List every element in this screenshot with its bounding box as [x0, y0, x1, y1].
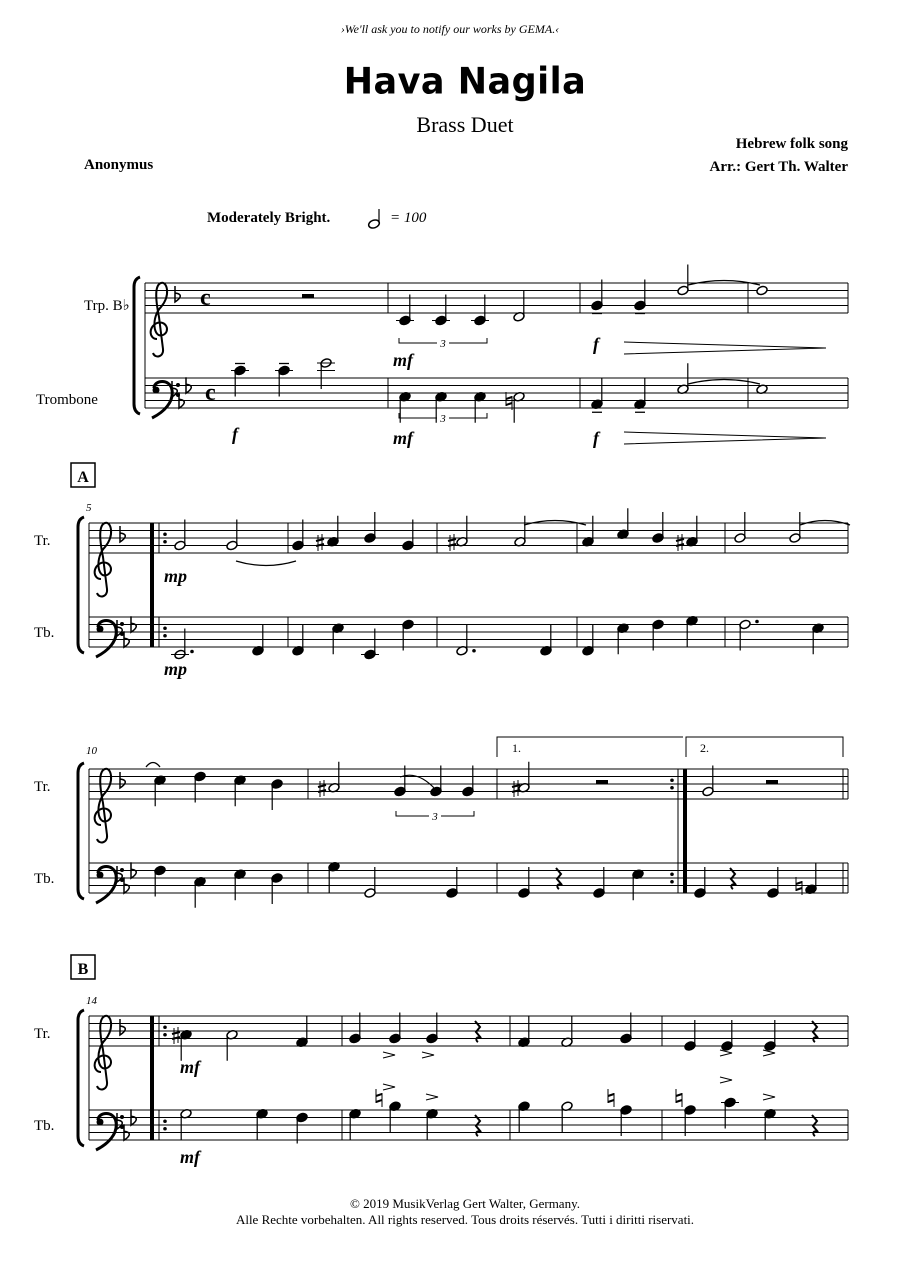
sharp-icon — [676, 534, 684, 551]
rights-line: Alle Rechte vorbehalten. All rights reserved. Tous droits réservés. Tutti i diritti riservati. — [235, 1212, 695, 1227]
repeat-thick-bar — [150, 1016, 154, 1140]
tuplet-number: 3 — [432, 811, 438, 823]
trumpet-label: Trp. B♭ — [84, 298, 130, 314]
repeat-thick-bar — [150, 523, 154, 647]
staff-trombone-4 — [89, 1110, 848, 1140]
treble-clef-icon — [151, 283, 167, 357]
flat-icon — [120, 1019, 125, 1035]
measure-number: 10 — [86, 745, 97, 757]
measure-number: 14 — [86, 995, 97, 1007]
score-content — [34, 265, 850, 1168]
dynamic-mf: mf — [180, 1147, 200, 1167]
accent-mark — [426, 1094, 438, 1100]
tie-curve — [688, 380, 760, 385]
trombone-short-label: Tb. — [34, 625, 55, 641]
flat-icon — [175, 286, 180, 302]
tuplet-number: 3 — [440, 338, 446, 350]
dynamic-f: f — [232, 424, 238, 444]
trombone-short-label: Tb. — [34, 871, 55, 887]
accent-mark — [383, 1084, 395, 1090]
accent-mark — [720, 1050, 732, 1056]
note-head — [756, 285, 768, 296]
augmentation-dot — [190, 650, 194, 654]
repeat-dot — [670, 778, 674, 782]
bass-clef-icon — [96, 867, 124, 904]
copyright-line: © 2019 MusikVerlag Gert Walter, Germany. — [350, 1196, 580, 1211]
volta-label-1: 1. — [512, 741, 521, 755]
treble-clef-icon — [95, 523, 111, 597]
measure-number: 5 — [86, 502, 92, 514]
volta-label-2: 2. — [700, 741, 709, 755]
dynamic-f: f — [593, 334, 599, 354]
staff-trumpet-2 — [89, 523, 848, 553]
gema-notice: ›We'll ask you to notify our works by GEMA.‹ — [340, 22, 560, 36]
sharp-icon — [318, 780, 326, 797]
treble-clef-icon — [95, 1016, 111, 1090]
flat-icon — [120, 772, 125, 788]
repeat-dot — [163, 1025, 167, 1029]
sharp-icon — [172, 1027, 180, 1044]
volta-bracket-1 — [497, 737, 683, 757]
rehearsal-mark-a: A — [77, 469, 89, 486]
trumpet-short-label: Tr. — [34, 533, 51, 549]
dynamic-mp: mp — [164, 659, 188, 679]
repeat-dot — [163, 1119, 167, 1123]
dynamic-f: f — [593, 428, 599, 448]
natural-icon — [376, 1089, 382, 1107]
repeat-dot — [163, 634, 167, 638]
common-time-icon: c — [205, 380, 216, 406]
bass-clef-icon — [96, 1114, 124, 1151]
decrescendo-hairpin — [624, 432, 826, 444]
composer-origin: Hebrew folk song — [735, 136, 848, 152]
accent-mark — [763, 1050, 775, 1056]
dynamic-mf: mf — [393, 350, 413, 370]
repeat-dot — [670, 872, 674, 876]
trombone-short-label: Tb. — [34, 1118, 55, 1134]
trombone-label: Trombone — [36, 392, 98, 408]
whole-rest — [302, 294, 314, 298]
accent-mark — [383, 1052, 395, 1058]
piece-title: Hava Nagila — [343, 61, 587, 103]
repeat-dot — [163, 540, 167, 544]
dynamic-mf: mf — [180, 1057, 200, 1077]
repeat-dot — [163, 1033, 167, 1037]
half-rest — [596, 780, 608, 784]
tie-curve — [236, 561, 296, 566]
repeat-dot — [163, 1127, 167, 1131]
repeat-dot — [670, 786, 674, 790]
staff-trumpet-4 — [89, 1016, 848, 1046]
augmentation-dot — [472, 649, 476, 653]
natural-icon — [608, 1089, 614, 1107]
sharp-icon — [316, 534, 324, 551]
tempo-value: = 100 — [390, 210, 427, 226]
bass-clef-icon — [96, 621, 124, 658]
augmentation-dot — [755, 620, 759, 624]
volta-bracket-2 — [686, 737, 843, 757]
piece-subtitle: Brass Duet — [416, 112, 514, 137]
sharp-icon — [448, 534, 456, 551]
repeat-dot — [163, 626, 167, 630]
arranger: Arr.: Gert Th. Walter — [709, 159, 848, 175]
tempo-marking: Moderately Bright. — [207, 210, 331, 226]
repeat-dot — [670, 880, 674, 884]
system-bracket — [134, 277, 140, 414]
system-bracket — [78, 517, 84, 653]
system-bracket — [78, 1010, 84, 1146]
accent-mark — [763, 1094, 775, 1100]
accent-mark — [720, 1077, 732, 1083]
bass-clef-icon — [152, 382, 180, 419]
natural-icon — [676, 1089, 682, 1107]
copyright-footer — [0, 1196, 900, 1228]
dynamic-mp: mp — [164, 566, 188, 586]
common-time-icon: c — [200, 285, 211, 311]
trumpet-short-label: Tr. — [34, 1026, 51, 1042]
staff-trombone-2 — [89, 617, 848, 647]
rehearsal-mark-b: B — [77, 961, 89, 978]
treble-clef-icon — [95, 769, 111, 843]
staff-trombone-1 — [145, 378, 848, 408]
trumpet-short-label: Tr. — [34, 779, 51, 795]
tuplet-number: 3 — [440, 413, 446, 425]
accent-mark — [422, 1052, 434, 1058]
repeat-thick-bar — [683, 769, 687, 893]
tie-curve — [146, 763, 160, 768]
staff-trumpet-1 — [145, 283, 848, 313]
dynamic-mf: mf — [393, 428, 413, 448]
author: Anonymus — [84, 157, 154, 173]
repeat-dot — [163, 532, 167, 536]
decrescendo-hairpin — [624, 342, 826, 354]
flat-icon — [120, 526, 125, 542]
half-rest — [766, 780, 778, 784]
system-bracket — [78, 763, 84, 899]
